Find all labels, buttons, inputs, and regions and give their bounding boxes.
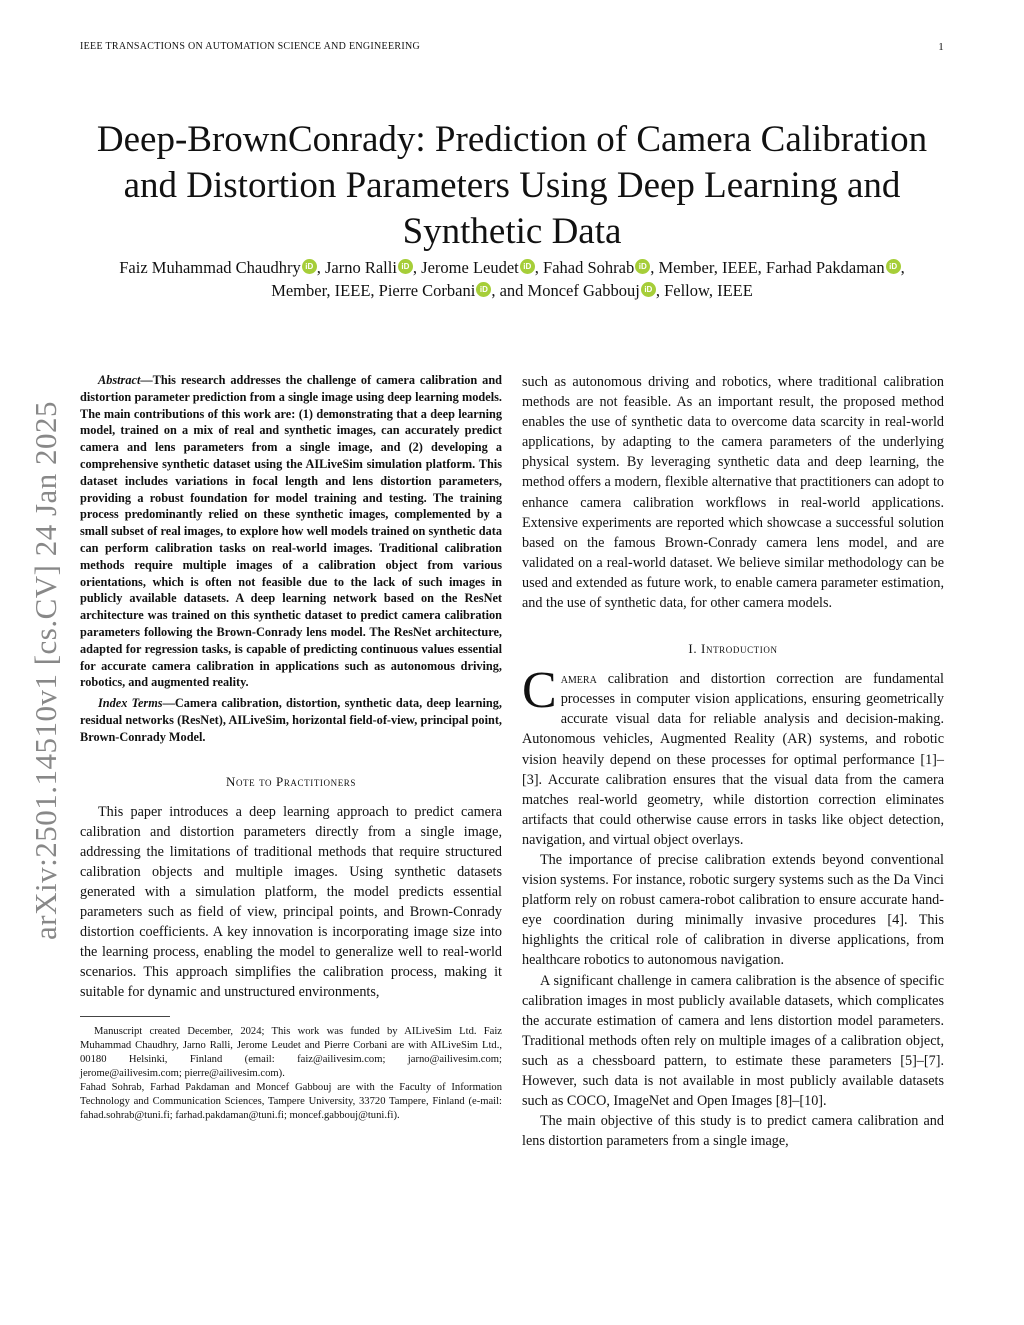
- section-heading-text: Introduction: [701, 641, 778, 657]
- paper-title: Deep-BrownConrady: Prediction of Camera Calibration and Distortion Parameters Using Deep Learning and Synthetic Data: [96, 118, 928, 252]
- intro-paragraph-3: A significant challenge in camera calibration is the absence of specific calibration images in most publicly available datasets, which complicates the accurate estimation of camera and lens distortion model parameters. Traditional methods often rely on multiple images of a calibration object, such as a chessboard pattern, to estimate these parameters [5]–[7]. However, such data is not available in most publicly available datasets such as COCO, ImageNet and Open Images [8]–[10].: [522, 972, 944, 1110]
- index-terms: [80, 695, 502, 745]
- orcid-icon[interactable]: iD: [886, 259, 901, 274]
- section-heading-introduction: [522, 641, 944, 657]
- author-name: Faiz Muhammad Chaudhry: [119, 258, 301, 277]
- abstract: [80, 372, 502, 691]
- note-paragraph: This paper introduces a deep learning approach to predict camera calibration and distortion parameters directly from a single image, addressing the limitations of traditional methods that require structured calibration objects and multiple images. Using synthetic datasets generated with a simulation platform, the model predicts essential parameters such as field of view, principal points, and Brown-Conrady distortion coefficients. A key innovation is incorporating image size into the learning process, enabling the model to generalize well to real-world scenarios. This approach simplifies the calibration process, making it suitable for dynamic and unstructured environments,: [80, 803, 502, 1001]
- intro-paragraph-2: The importance of precise calibration extends beyond conventional vision systems. For instance, robotic surgery systems such as the Da Vinci platform rely on robust camera-robot calibration to ensure accurate hand-eye coordination during minimally invasive procedures [4]. This highlights the critical role of calibration in diverse applications, from healthcare robotics to autonomous navigation.: [522, 851, 944, 969]
- page-number: 1: [938, 41, 944, 53]
- section-heading-note: [80, 774, 502, 790]
- author-name: , Fellow, IEEE: [655, 281, 753, 300]
- drop-cap-letter: C: [522, 662, 557, 720]
- author-name: , Member, IEEE, Pierre Corbani: [271, 258, 905, 300]
- author-name: , Jarno Ralli: [316, 258, 397, 277]
- author-name: , Member, IEEE, Farhad Pakdaman: [650, 258, 885, 277]
- left-column: [80, 372, 502, 1123]
- right-column: [522, 372, 944, 1151]
- abstract-text: —This research addresses the challenge of camera calibration and distortion parameter prediction from a single image using deep learning models. The main contributions of this work are: (1) demonstrating that a deep learning model, trained on a mix of real and synthetic images, can accurately predict camera and lens parameters from a single image, and (2) developing a comprehensive synthetic dataset using the AILiveSim simulation platform. This dataset includes variations in focal length and lens distortion parameters, providing a robust foundation for model training and testing. The training process predominantly relied on these synthetic images, complemented by a small subset of real images, to explore how well models trained on synthetic data can perform calibration tasks on real-world images. Traditional calibration methods require multiple images of a calibration object from various orientations, which is often not feasible due to the lack of such images in publicly available datasets. A deep learning network based on the ResNet architecture was trained on this synthetic dataset to predict camera calibration parameters following the Brown-Conrady lens model. The ResNet architecture, adapted for regression tasks, is capable of predicting continuous values essential for accurate camera calibration in applications such as autonomous driving, robotics, and augmented reality.: [80, 373, 502, 690]
- orcid-icon[interactable]: iD: [641, 282, 656, 297]
- note-paragraph-continued: such as autonomous driving and robotics, where traditional calibration methods are not feasible. As an important result, the proposed method enables the use of synthetic data to overcome data scarcity in real-world applications, by adapting to the camera parameters of the underlying physical system. By leveraging synthetic data and deep learning, the method offers a modern, flexible alternative that practitioners can adopt to enhance camera calibration workflows in real-world applications. Extensive experiments are reported which showcase a successful solution based on the famous Brown-Conrady camera lens model, and are validated on a real-world dataset. We believe similar methodology can be used and extended as future work, to enable camera parameter estimation, and the use of synthetic data, for other camera models.: [522, 374, 944, 612]
- intro-paragraph-text: calibration and distortion correction are fundamental processes in computer vision applications, ensuring geometrically accurate visual data for reliable analysis and decision-making. Autonomous vehicles, Augmented Reality (AR) systems, and robotic vision heavily depend on these processes for optimal performance [1]–[3]. Accurate calibration ensures that the visual data from the camera matches real-world geometry, while distortion correction eliminates artifacts that could otherwise cause errors in tasks like object detection, navigation, and virtual object overlays.: [522, 671, 944, 848]
- index-terms-label: Index Terms: [98, 696, 163, 711]
- orcid-icon[interactable]: iD: [398, 259, 413, 274]
- journal-name: IEEE TRANSACTIONS ON AUTOMATION SCIENCE AND ENGINEERING: [80, 41, 421, 52]
- author-name: , Fahad Sohrab: [534, 258, 635, 277]
- intro-lead-word: amera: [560, 671, 597, 688]
- intro-paragraph-1: [522, 662, 944, 850]
- arxiv-identifier-stamp: arXiv:2501.14510v1 [cs.CV] 24 Jan 2025: [28, 400, 63, 940]
- section-heading-text: Note to Practitioners: [225, 773, 357, 789]
- footnote-divider: [80, 1016, 170, 1017]
- abstract-label: Abstract: [98, 373, 141, 387]
- author-list: [100, 256, 924, 302]
- orcid-icon[interactable]: iD: [302, 259, 317, 274]
- author-name: , Jerome Leudet: [412, 258, 519, 277]
- author-name: , and Moncef Gabbouj: [491, 281, 640, 300]
- index-terms-text: —Camera calibration, distortion, synthetic data, deep learning, residual networks (ResNet), AILiveSim, horizontal field-of-view, principal point, Brown-Conrady Model.: [80, 696, 502, 744]
- footnote-manuscript: Manuscript created December, 2024; This work was funded by AILiveSim Ltd. Faiz Muhammad Chaudhry, Jarno Ralli, Jerome Leudet and Pierre Corbani are with AILiveSim Ltd., 00180 Helsinki, Finland (email: faiz@ailivesim.com; jarno@ailivesim.com; jerome@ailivesim.com; pierre@ailivesim.com).: [80, 1026, 502, 1080]
- section-number: I.: [688, 641, 698, 657]
- intro-paragraph-4: The main objective of this study is to predict camera calibration and lens distortion parameters from a single image,: [522, 1113, 944, 1150]
- orcid-icon[interactable]: iD: [635, 259, 650, 274]
- footnote-affiliation: Fahad Sohrab, Farhad Pakdaman and Moncef Gabbouj are with the Faculty of Information Technology and Communication Sciences, Tampere University, 33720 Tampere, Finland (e-mail: fahad.sohrab@tuni.fi; farhad.pakdaman@tuni.fi; moncef.gabbouj@tuni.fi).: [80, 1082, 502, 1122]
- orcid-icon[interactable]: iD: [476, 282, 491, 297]
- orcid-icon[interactable]: iD: [520, 259, 535, 274]
